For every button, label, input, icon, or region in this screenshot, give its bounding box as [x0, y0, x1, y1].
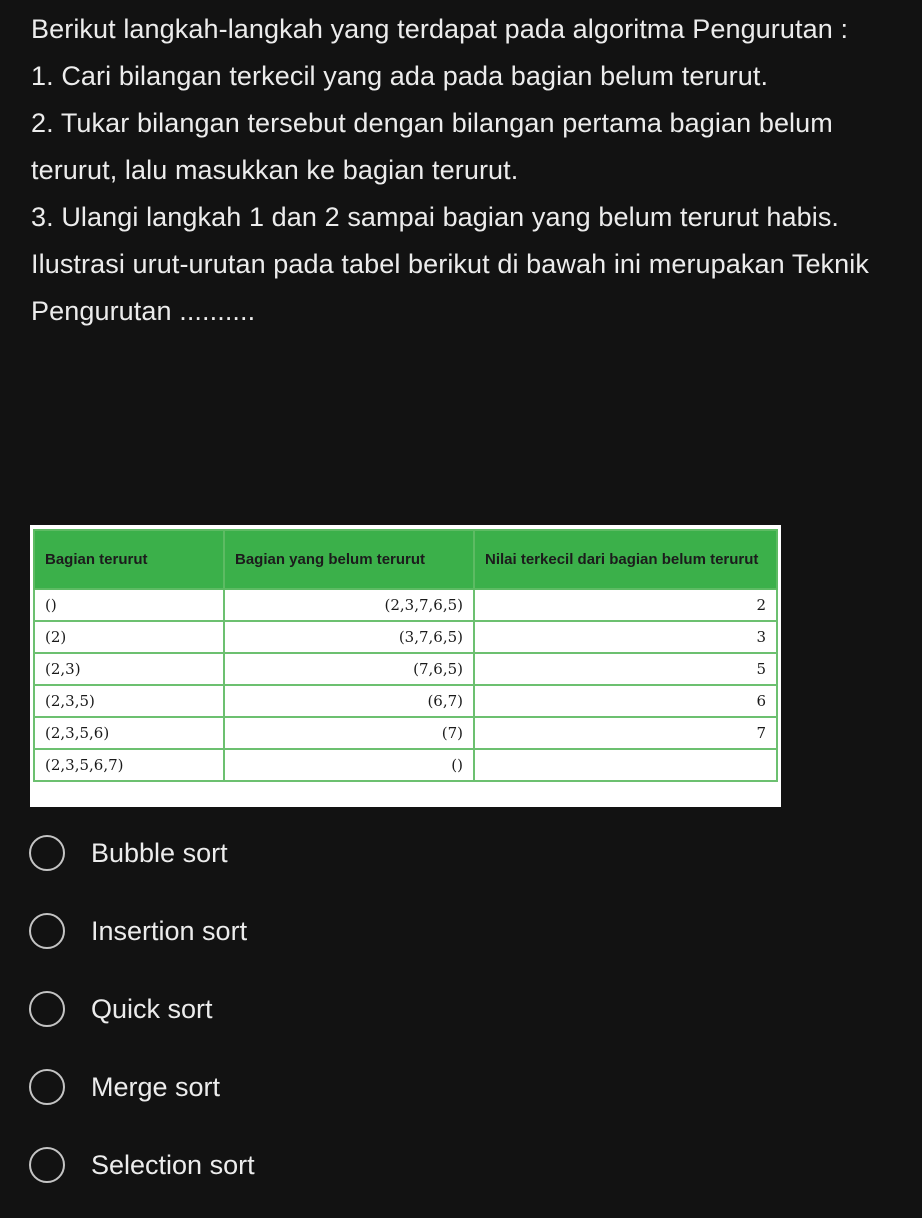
unsorted-cell: () [224, 749, 474, 781]
option-bubble-sort[interactable] [29, 814, 255, 892]
radio-button-icon[interactable] [29, 835, 65, 871]
smallest-cell: 3 [474, 621, 777, 653]
step-2: 2. Tukar bilangan tersebut dengan bilangan pertama bagian belum terurut, lalu masukkan ke bagian terurut. [31, 108, 833, 185]
question-intro: Berikut langkah-langkah yang terdapat pada algoritma Pengurutan : [31, 14, 849, 44]
table-row [34, 685, 777, 717]
sorting-table [33, 529, 778, 782]
sorted-cell: (2) [34, 621, 224, 653]
header-sorted-part: Bagian terurut [34, 530, 224, 589]
radio-button-icon[interactable] [29, 913, 65, 949]
smallest-cell: 5 [474, 653, 777, 685]
table-header-row [34, 530, 777, 589]
option-label: Bubble sort [91, 837, 228, 868]
unsorted-cell: (7,6,5) [224, 653, 474, 685]
option-selection-sort[interactable] [29, 1126, 255, 1204]
header-smallest-value: Nilai terkecil dari bagian belum terurut [474, 530, 777, 589]
table-row [34, 653, 777, 685]
step-3: 3. Ulangi langkah 1 dan 2 sampai bagian yang belum terurut habis. [31, 202, 840, 232]
unsorted-cell: (6,7) [224, 685, 474, 717]
answer-options [29, 814, 255, 1204]
unsorted-cell: (3,7,6,5) [224, 621, 474, 653]
step-1: 1. Cari bilangan terkecil yang ada pada bagian belum terurut. [31, 61, 769, 91]
table-row [34, 749, 777, 781]
option-label: Insertion sort [91, 915, 248, 946]
smallest-cell [474, 749, 777, 781]
unsorted-cell: (7) [224, 717, 474, 749]
unsorted-cell: (2,3,7,6,5) [224, 589, 474, 621]
table-row [34, 589, 777, 621]
table-row [34, 717, 777, 749]
table-row [34, 621, 777, 653]
header-unsorted-part: Bagian yang belum terurut [224, 530, 474, 589]
smallest-cell: 6 [474, 685, 777, 717]
radio-button-icon[interactable] [29, 1147, 65, 1183]
sorted-cell: (2,3,5,6,7) [34, 749, 224, 781]
radio-button-icon[interactable] [29, 1069, 65, 1105]
question-text [31, 6, 911, 335]
sorted-cell: (2,3,5,6) [34, 717, 224, 749]
radio-button-icon[interactable] [29, 991, 65, 1027]
option-insertion-sort[interactable] [29, 892, 255, 970]
smallest-cell: 7 [474, 717, 777, 749]
smallest-cell: 2 [474, 589, 777, 621]
sorted-cell: (2,3,5) [34, 685, 224, 717]
sorted-cell: () [34, 589, 224, 621]
option-label: Selection sort [91, 1149, 255, 1180]
sorted-cell: (2,3) [34, 653, 224, 685]
option-label: Merge sort [91, 1071, 221, 1102]
sorting-table-image [30, 525, 781, 807]
option-quick-sort[interactable] [29, 970, 255, 1048]
option-label: Quick sort [91, 993, 213, 1024]
question-prompt: Ilustrasi urut-urutan pada tabel berikut di bawah ini merupakan Teknik Pengurutan .......... [31, 249, 869, 326]
option-merge-sort[interactable] [29, 1048, 255, 1126]
